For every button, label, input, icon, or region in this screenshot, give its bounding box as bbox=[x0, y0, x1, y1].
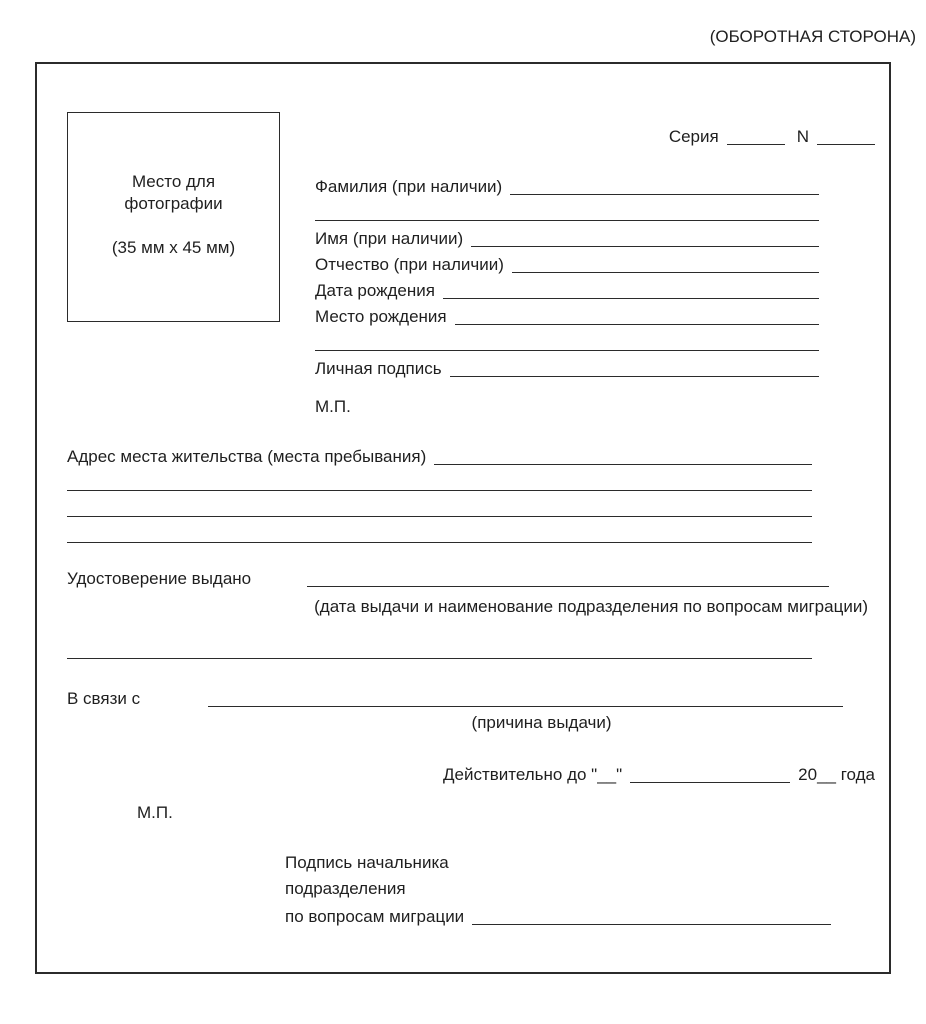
top-section bbox=[67, 112, 875, 418]
issued-continuation-row bbox=[67, 636, 875, 662]
birthplace-row bbox=[315, 302, 819, 328]
reason-caption: (причина выдачи) bbox=[471, 713, 612, 732]
certificate-issued-column bbox=[307, 564, 875, 620]
series-label: Серия bbox=[668, 127, 719, 146]
photo-size-label: (35 мм x 45 мм) bbox=[111, 238, 236, 257]
chief-signature-block bbox=[285, 850, 831, 928]
personal-fields bbox=[315, 172, 819, 380]
address-continuation-line-1 bbox=[67, 490, 812, 491]
issued-continuation-line bbox=[67, 658, 812, 659]
birthplace-blank-line bbox=[455, 324, 819, 325]
patronymic-label: Отчество (при наличии) bbox=[315, 255, 504, 274]
surname-label: Фамилия (при наличии) bbox=[315, 177, 503, 196]
address-row bbox=[67, 442, 812, 468]
stamp-place-top: М.П. bbox=[315, 397, 351, 416]
surname-blank-line bbox=[510, 194, 819, 195]
certificate-issued-caption: (дата выдачи и наименование подразделения по вопросам миграции) bbox=[314, 597, 868, 616]
series-number-row bbox=[315, 126, 875, 148]
certificate-issued-line-row bbox=[307, 564, 875, 590]
birthdate-label: Дата рождения bbox=[315, 281, 435, 300]
surname-continuation-line bbox=[315, 220, 819, 221]
personal-fields-column bbox=[315, 112, 875, 418]
name-row bbox=[315, 224, 819, 250]
personal-signature-blank-line bbox=[450, 376, 819, 377]
birthplace-continuation-row bbox=[315, 328, 819, 354]
certificate-issued-blank-line bbox=[307, 586, 829, 587]
chief-signature-line-2: подразделения bbox=[285, 879, 406, 898]
patronymic-blank-line bbox=[512, 272, 819, 273]
reason-blank-line bbox=[208, 706, 843, 707]
certificate-issued-label: Удостоверение выдано bbox=[67, 569, 252, 588]
reason-row bbox=[67, 684, 875, 734]
reason-column bbox=[208, 684, 875, 734]
valid-until-year-label: 20__ года bbox=[798, 765, 875, 784]
chief-signature-blank-line bbox=[472, 924, 831, 925]
chief-signature-line-3: по вопросам миграции bbox=[285, 907, 465, 926]
surname-row bbox=[315, 172, 819, 198]
chief-signature-line-1: Подпись начальника bbox=[285, 853, 449, 872]
patronymic-row bbox=[315, 250, 819, 276]
birthdate-blank-line bbox=[443, 298, 819, 299]
valid-until-row bbox=[67, 760, 875, 786]
personal-signature-label: Личная подпись bbox=[315, 359, 442, 378]
valid-until-label: Действительно до "__" bbox=[442, 765, 623, 784]
address-continuation-line-2 bbox=[67, 516, 812, 517]
chief-signature-line-3-row bbox=[285, 902, 831, 928]
certificate-issued-row bbox=[67, 564, 875, 620]
birthdate-row bbox=[315, 276, 819, 302]
address-continuation-row bbox=[67, 494, 812, 520]
stamp-place-bottom: М.П. bbox=[137, 803, 173, 822]
surname-continuation-row bbox=[315, 198, 819, 224]
birthplace-label: Место рождения bbox=[315, 307, 447, 326]
series-blank-line bbox=[727, 144, 785, 145]
address-block bbox=[67, 442, 812, 546]
page-note: (ОБОРОТНАЯ СТОРОНА) bbox=[709, 27, 916, 46]
reason-line-row bbox=[208, 684, 875, 710]
number-label: N bbox=[796, 127, 809, 146]
address-continuation-line-3 bbox=[67, 542, 812, 543]
birthplace-continuation-line bbox=[315, 350, 819, 351]
address-continuation-row bbox=[67, 520, 812, 546]
valid-until-blank-line bbox=[630, 782, 790, 783]
form-box bbox=[35, 62, 891, 974]
address-continuation-row bbox=[67, 468, 812, 494]
name-blank-line bbox=[471, 246, 819, 247]
number-blank-line bbox=[817, 144, 875, 145]
address-blank-line bbox=[434, 464, 812, 465]
reason-label: В связи с bbox=[67, 689, 141, 708]
name-label: Имя (при наличии) bbox=[315, 229, 464, 248]
personal-signature-row bbox=[315, 354, 819, 380]
photo-placeholder-label: Место для фотографии bbox=[124, 172, 223, 213]
address-label: Адрес места жительства (места пребывания) bbox=[67, 447, 427, 466]
photo-placeholder-box bbox=[67, 112, 280, 322]
